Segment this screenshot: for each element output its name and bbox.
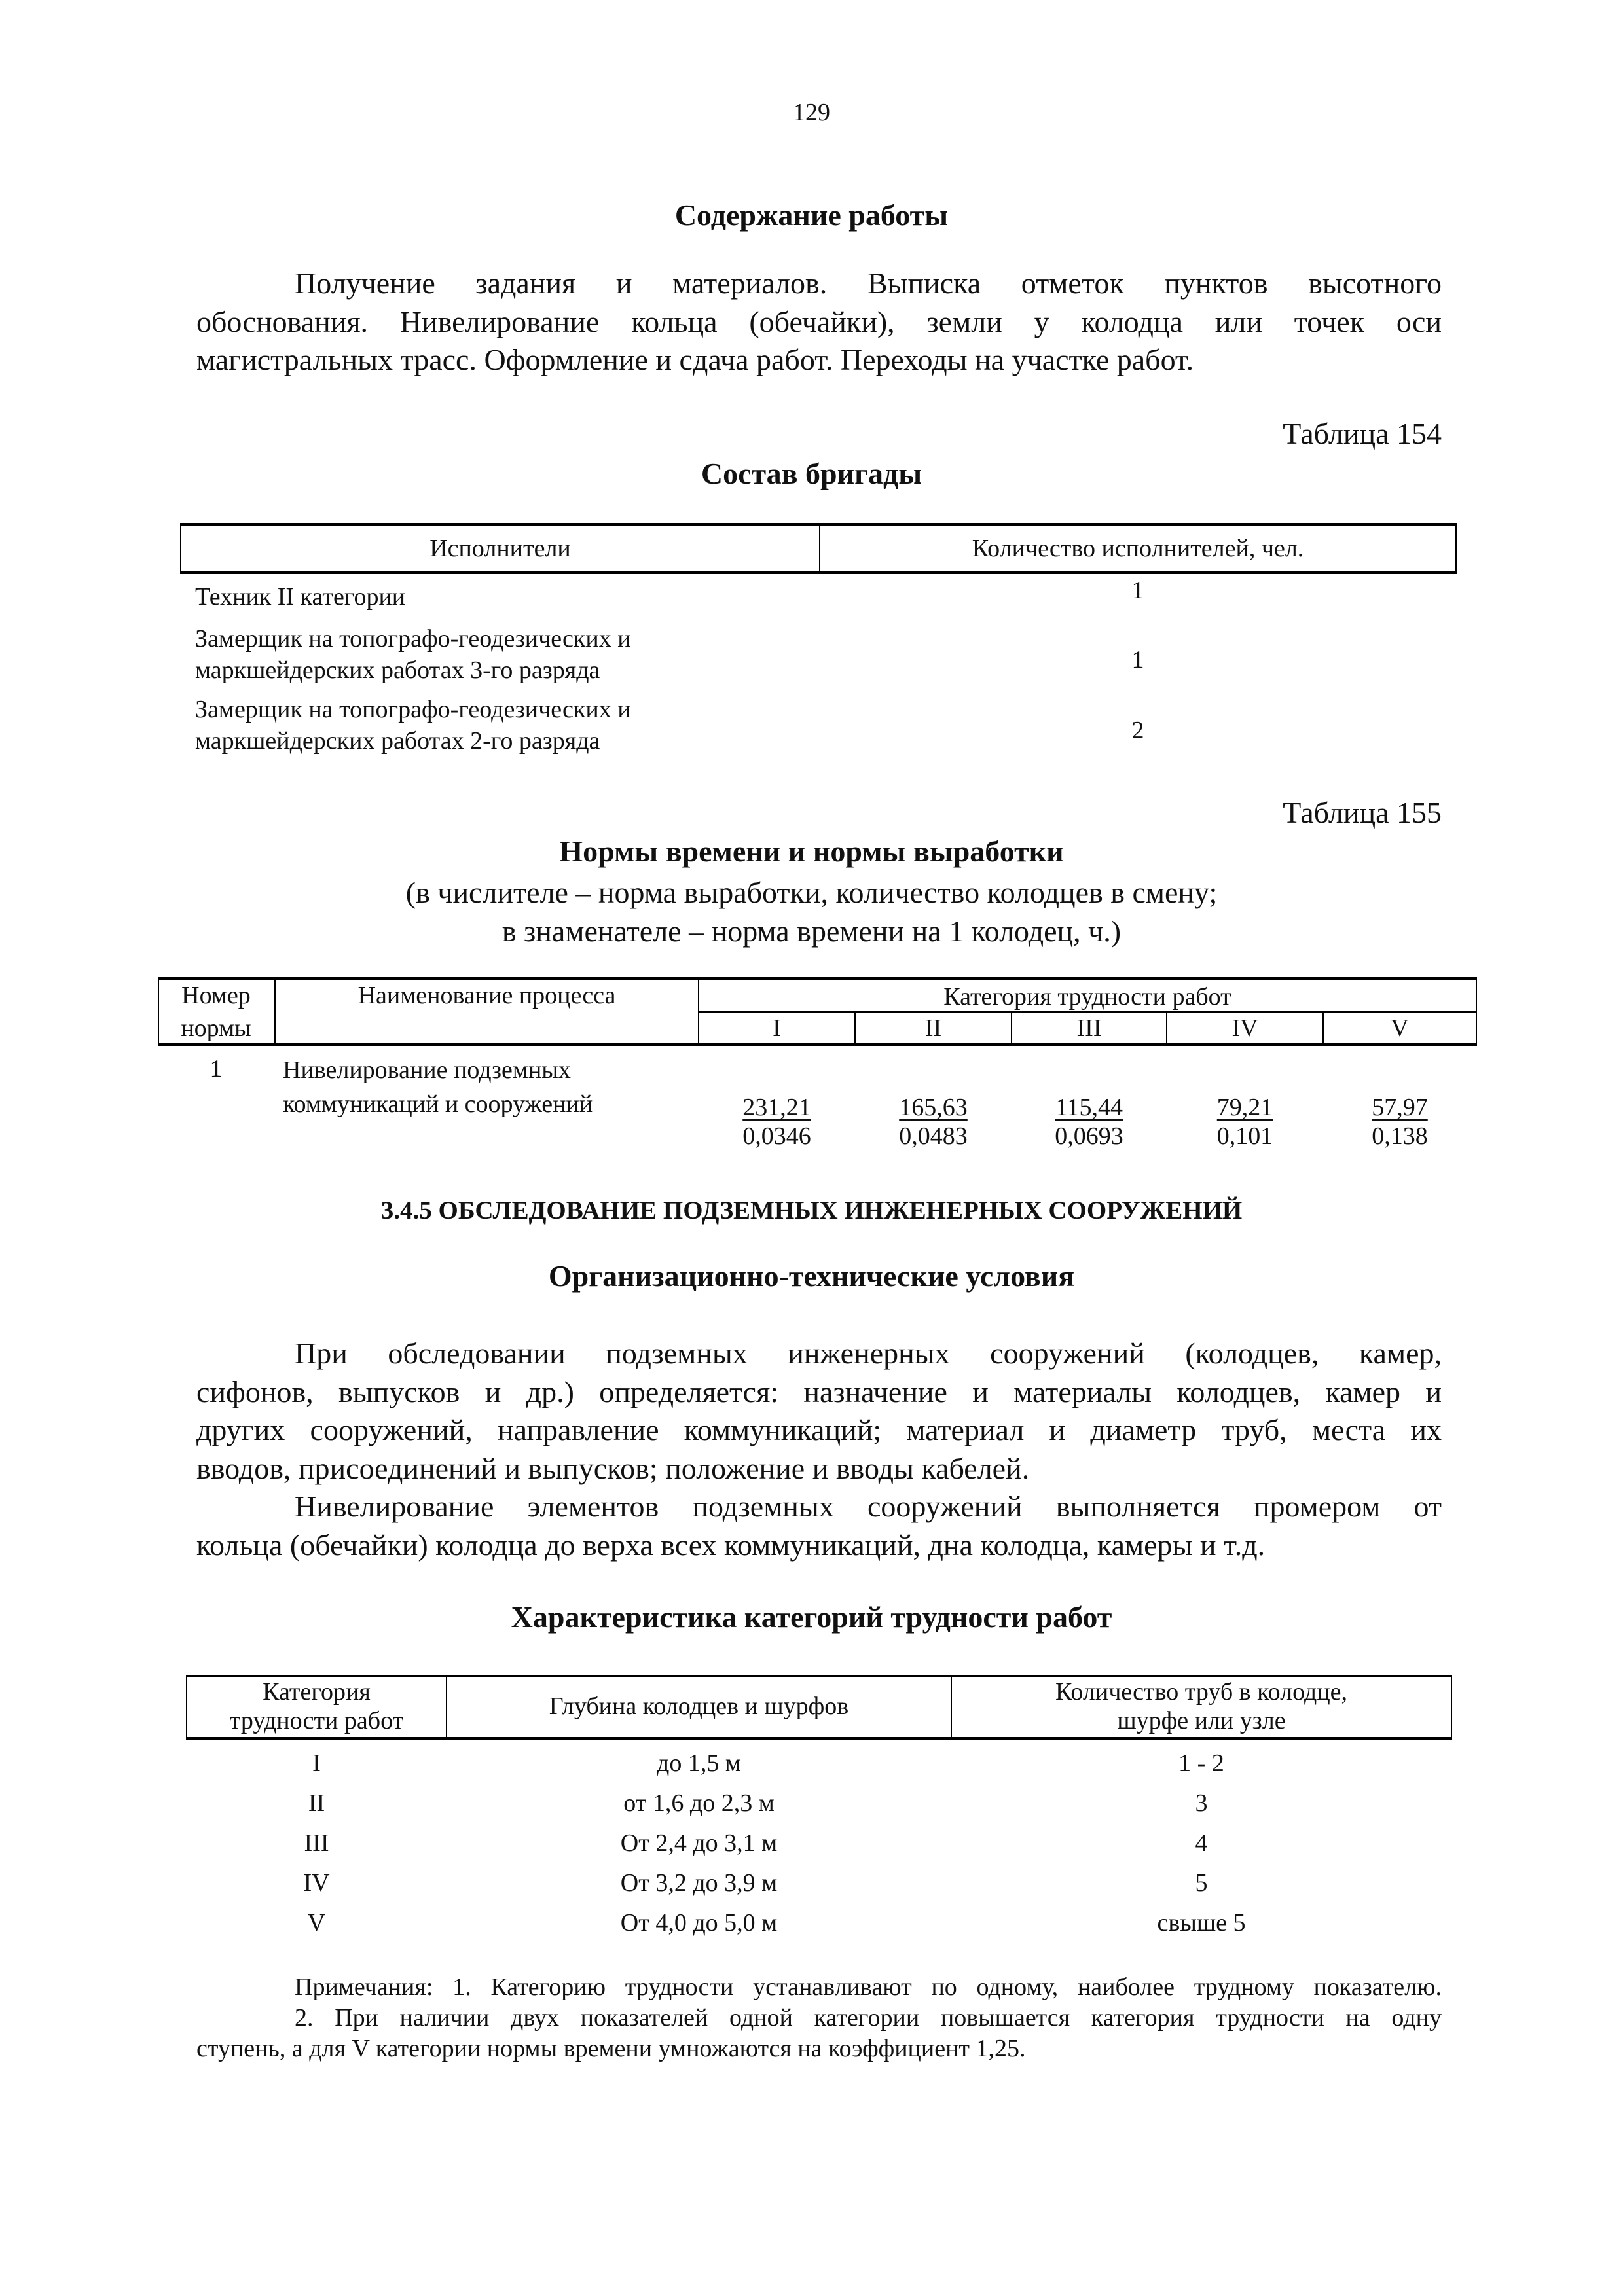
paragraph-line: обоснования. Нивелирование кольца (обечайки), земли у колодца или точек оси: [196, 304, 1442, 338]
performer-cell: [195, 623, 631, 686]
category-cell: II: [308, 1789, 325, 1817]
table-border-right: [1451, 1675, 1452, 1740]
depth-cell: От 4,0 до 5,0 м: [620, 1909, 778, 1937]
process-line: коммуникаций и сооружений: [283, 1090, 593, 1118]
header-category-group: Категория трудности работ: [943, 983, 1231, 1011]
depth-cell: от 1,6 до 2,3 м: [623, 1789, 775, 1817]
paragraph-line: Нивелирование элементов подземных сооружений выполняется промером от: [295, 1490, 1442, 1523]
paragraph-line: сифонов, выпусков и др.) определяется: назначение и материалы колодцев, камер и: [196, 1374, 1442, 1408]
table-border-top: [180, 523, 1457, 526]
paragraph-line: кольца (обечайки) колодца до верха всех коммуникаций, дна колодца, камеры и т.д.: [196, 1528, 1266, 1562]
section-paragraph: [196, 1335, 1442, 1564]
header-performers: Исполнители: [429, 535, 571, 562]
performer-line: Замерщик на топографо-геодезических и: [195, 625, 631, 653]
section-subheading: Организационно-технические условия: [548, 1259, 1075, 1293]
pipes-cell: 3: [1195, 1789, 1208, 1817]
header-line: шурфе или узле: [1117, 1707, 1286, 1734]
time-norm: 0,0346: [742, 1122, 811, 1150]
header-line: Количество труб в колодце,: [1055, 1678, 1348, 1706]
table155-title: Нормы времени и нормы выработки: [559, 834, 1064, 868]
header-count: Количество исполнителей, чел.: [972, 535, 1304, 562]
pipes-cell: 5: [1195, 1869, 1208, 1897]
header-number-line: нормы: [181, 1014, 251, 1042]
pipes-cell: 4: [1195, 1829, 1208, 1857]
header-category-V: V: [1391, 1014, 1409, 1042]
table-subheader-line: [698, 1011, 1477, 1013]
note-line: Примечания: 1. Категорию трудности устанавливают по одному, наиболее трудному показателю.: [295, 1973, 1442, 2001]
paragraph-line: Получение задания и материалов. Выписка отметок пунктов высотного: [295, 266, 1442, 300]
count-cell: 2: [1131, 717, 1144, 744]
table-header-border: [186, 1737, 1452, 1740]
time-norm: 0,101: [1216, 1122, 1273, 1150]
table155-subtitle-line: в знаменателе – норма времени на 1 колодец, ч.): [501, 914, 1122, 948]
table-border-right: [1455, 523, 1457, 574]
header-pipes: [952, 1677, 1451, 1735]
performer-line: Техник II категории: [195, 583, 406, 611]
norm-number: 1: [210, 1055, 223, 1083]
category-cell: V: [307, 1909, 326, 1937]
table-header-border: [158, 1043, 1477, 1046]
count-cell: 1: [1131, 577, 1144, 604]
category-cell: III: [304, 1829, 329, 1857]
paragraph-line: магистральных трасс. Оформление и сдача работ. Переходы на участке работ.: [196, 343, 1194, 376]
time-norm: 0,0693: [1055, 1122, 1123, 1150]
paragraph-line: При обследовании подземных инженерных сооружений (колодцев, камер,: [295, 1336, 1442, 1370]
notes: [196, 1972, 1442, 2064]
table-header-border: [180, 571, 1457, 574]
header-line: Категория: [263, 1678, 371, 1706]
output-norm: 115,44: [1055, 1094, 1123, 1121]
table155-caption: Таблица 155: [1283, 796, 1442, 829]
header-line: трудности работ: [229, 1707, 404, 1734]
header-category-II: II: [924, 1014, 942, 1042]
time-norm: 0,0483: [899, 1122, 968, 1150]
header-number-line: Номер: [181, 982, 251, 1009]
note-line: 2. При наличии двух показателей одной категории повышается категория трудности на одну: [295, 2004, 1442, 2032]
header-process: Наименование процесса: [357, 982, 616, 1009]
fraction-cell-I: [699, 1093, 854, 1151]
fraction-cell-III: [1012, 1093, 1166, 1151]
work-content-paragraph: [196, 264, 1442, 380]
category-cell: I: [312, 1749, 321, 1777]
work-content-heading: Содержание работы: [674, 198, 949, 232]
section-heading: 3.4.5 ОБСЛЕДОВАНИЕ ПОДЗЕМНЫХ ИНЖЕНЕРНЫХ СООРУЖЕНИЙ: [380, 1196, 1243, 1225]
depth-cell: От 3,2 до 3,9 м: [620, 1869, 778, 1897]
depth-cell: до 1,5 м: [657, 1749, 741, 1777]
performer-line: маркшейдерских работах 3-го разряда: [195, 656, 600, 684]
output-norm: 79,21: [1216, 1094, 1273, 1121]
table154-title: Состав бригады: [701, 457, 922, 490]
paragraph-line: вводов, присоединений и выпусков; положение и вводы кабелей.: [196, 1451, 1030, 1485]
header-category: [187, 1677, 446, 1735]
pipes-cell: свыше 5: [1157, 1909, 1246, 1937]
performer-line: Замерщик на топографо-геодезических и: [195, 696, 631, 723]
header-category-I: I: [773, 1014, 781, 1042]
table154-caption: Таблица 154: [1283, 417, 1442, 450]
category-cell: IV: [303, 1869, 330, 1897]
table155-subtitle-line: (в числителе – норма выработки, количество колодцев в смену;: [405, 876, 1218, 909]
paragraph-line: других сооружений, направление коммуникаций; материал и диаметр труб, места их: [196, 1413, 1442, 1446]
count-cell: 1: [1131, 646, 1144, 673]
performer-line: маркшейдерских работах 2-го разряда: [195, 727, 600, 755]
output-norm: 165,63: [899, 1094, 968, 1121]
header-depth: Глубина колодцев и шурфов: [549, 1693, 849, 1720]
note-line: ступень, а для V категории нормы времени умножаются на коэффициент 1,25.: [196, 2035, 1026, 2062]
time-norm: 0,138: [1372, 1122, 1428, 1150]
depth-cell: От 2,4 до 3,1 м: [620, 1829, 778, 1857]
table-border-right: [1476, 977, 1477, 1046]
header-category-III: III: [1076, 1014, 1102, 1042]
performer-cell: [195, 581, 405, 613]
output-norm: 231,21: [742, 1094, 811, 1121]
fraction-cell-IV: [1167, 1093, 1322, 1151]
pipes-cell: 1 - 2: [1178, 1749, 1224, 1777]
performer-cell: [195, 694, 631, 757]
fraction-cell-II: [856, 1093, 1011, 1151]
page-number: 129: [793, 99, 830, 126]
process-line: Нивелирование подземных: [283, 1056, 571, 1084]
header-category-IV: IV: [1231, 1014, 1258, 1042]
process-name: [283, 1053, 593, 1121]
table-border-top: [158, 977, 1477, 980]
category-table-title: Характеристика категорий трудности работ: [511, 1600, 1112, 1634]
fraction-cell-V: [1324, 1093, 1476, 1151]
output-norm: 57,97: [1372, 1094, 1428, 1121]
